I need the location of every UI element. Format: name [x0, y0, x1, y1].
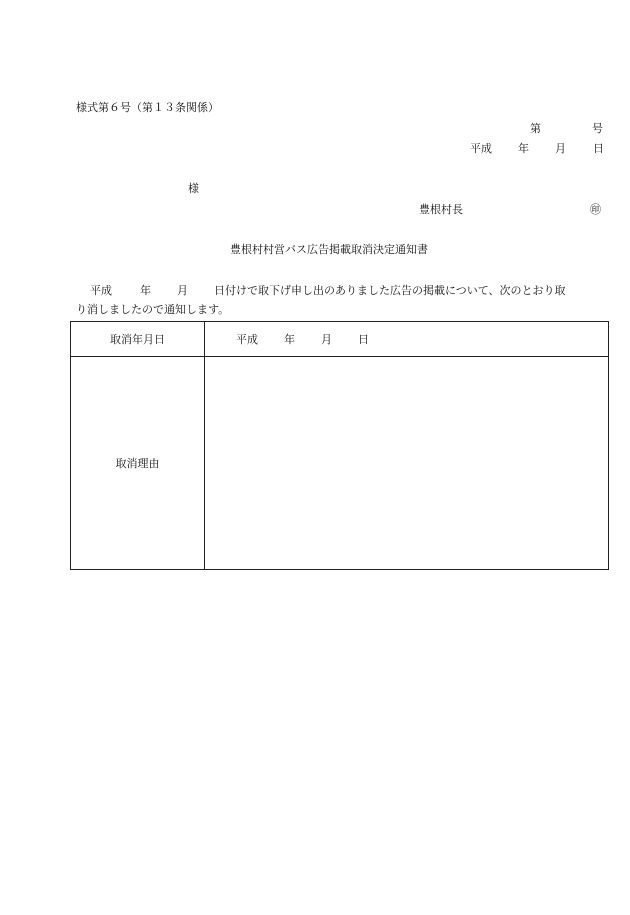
doc-number-suffix: 号 [592, 122, 603, 135]
table-row [71, 322, 609, 357]
seal-mark-icon: ㊞ [590, 203, 601, 216]
cancel-date-era: 平成 [236, 333, 258, 347]
table-row [71, 357, 609, 570]
cancellation-table [70, 321, 609, 570]
cancel-date-day: 日 [358, 333, 369, 347]
body-month: 月 [177, 284, 188, 297]
issue-date-era: 平成 [470, 142, 492, 155]
issuer-title: 豊根村長 [419, 203, 463, 216]
cancel-date-value [205, 322, 609, 357]
issue-date-day: 日 [593, 142, 604, 155]
form-number: 様式第６号（第１３条関係） [76, 101, 219, 114]
issue-date-year: 年 [518, 142, 529, 155]
cancel-date-label: 取消年月日 [71, 322, 205, 357]
cancel-date-month: 月 [321, 333, 332, 347]
body-line2: り消しましたので通知します。 [76, 303, 230, 316]
document-title: 豊根村村営バス広告掲載取消決定通知書 [230, 243, 428, 256]
cancel-reason-value [205, 357, 609, 570]
body-era: 平成 [90, 284, 112, 297]
issue-date-month: 月 [555, 142, 566, 155]
cancel-reason-label: 取消理由 [71, 357, 205, 570]
body-line1: 日付けで取下げ申し出のありました広告の掲載について、次のとおり取 [214, 284, 566, 297]
body-year: 年 [140, 284, 151, 297]
cancel-date-year: 年 [284, 333, 295, 347]
addressee-suffix: 様 [188, 182, 199, 195]
doc-number-prefix: 第 [530, 122, 541, 135]
